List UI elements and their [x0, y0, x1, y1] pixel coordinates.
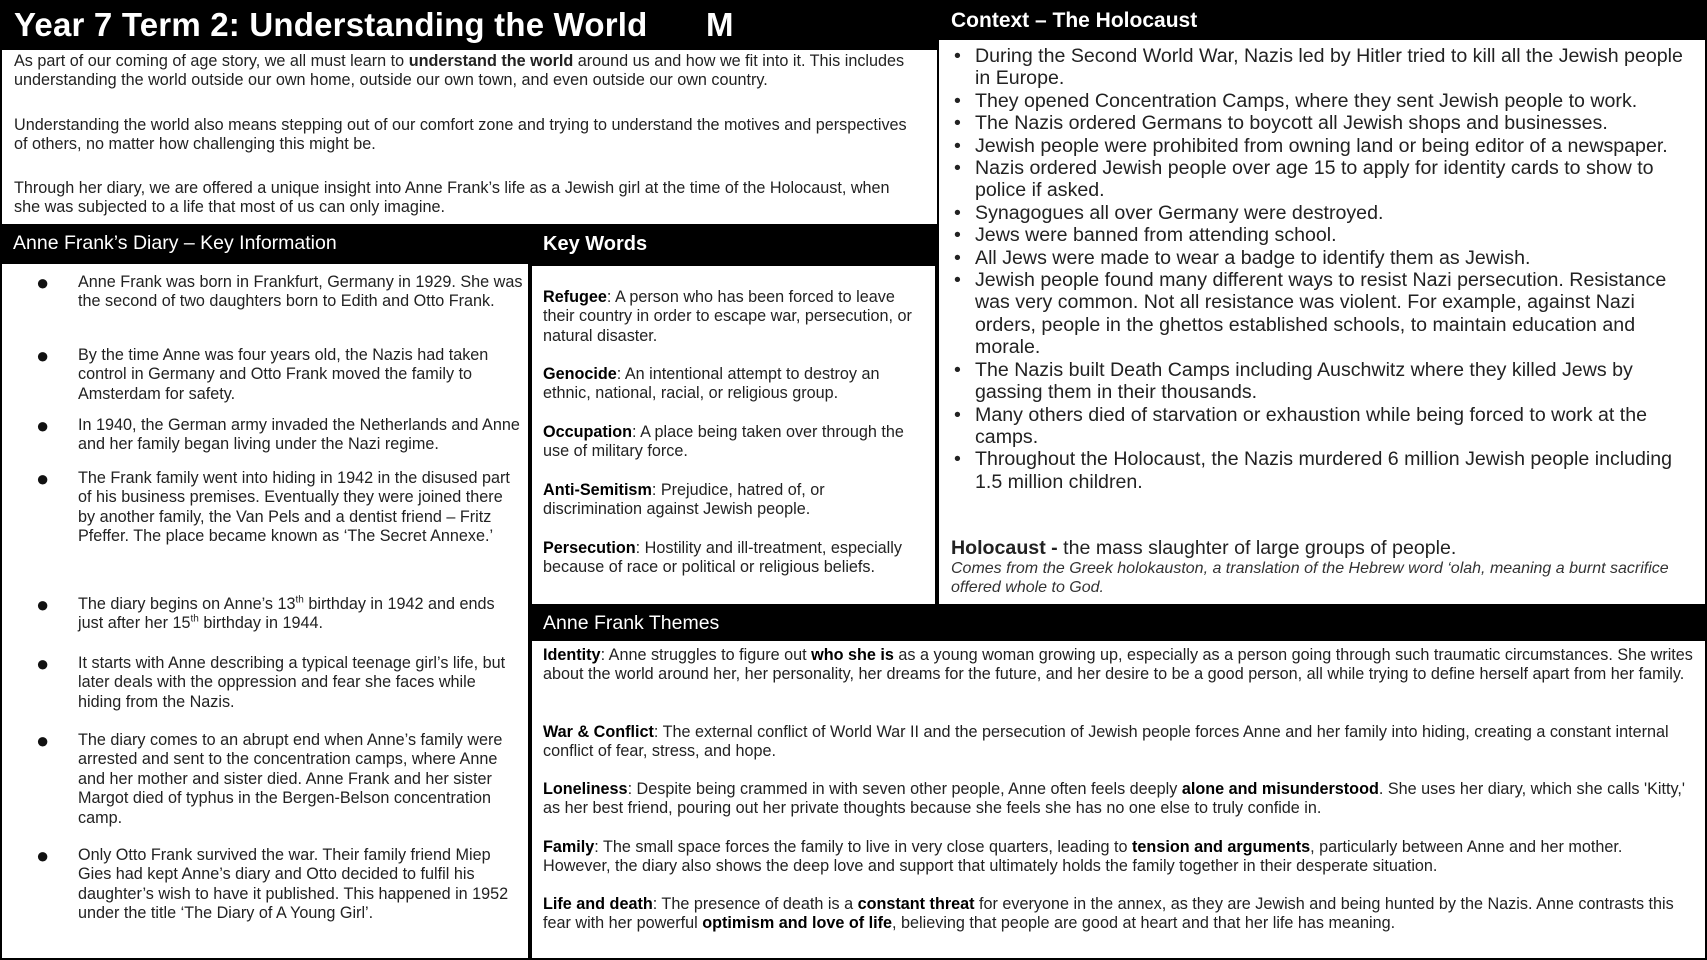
list-item: • Jewish people were prohibited from owning land or being editor of a newspaper. [951, 135, 1696, 157]
keyword-persecution: Persecution: Hostility and ill-treatment, especially because of race or political or religious beliefs. [543, 539, 902, 577]
theme-life-death: Life and death: The presence of death is a constant threat for everyone in the annex, as they are Jewish and being hunted by the Nazis. Anne contrasts this fear with her powerful optimism and love of life, believing that people are good at heart and that her life has meaning. [543, 895, 1674, 933]
holocaust-definition: Holocaust - the mass slaughter of large groups of people. [951, 537, 1457, 559]
bullet-icon: ● [36, 651, 50, 676]
list-item: • Synagogues all over Germany were destroyed. [951, 202, 1696, 224]
keywords-panel [530, 266, 937, 606]
list-item: • They opened Concentration Camps, where they sent Jewish people to work. [951, 90, 1696, 112]
theme-family: Family: The small space forces the family to live in very close quarters, leading to tension and arguments, particularly between Anne and her mother. However, the diary also shows the deep love and support that ultimately holds the family together in their desperate situation. [543, 838, 1623, 876]
context-header [937, 0, 1707, 40]
set-label: M [706, 6, 734, 43]
page-title: Year 7 Term 2: Understanding the World [14, 6, 648, 43]
theme-loneliness: Loneliness: Despite being crammed in with seven other people, Anne often feels deeply alone and misunderstood. She uses her diary, which she calls 'Kitty,' as her best friend, pouring out her private thoughts because she feels she has no one else to truly confide in. [543, 780, 1685, 818]
themes-panel [530, 641, 1707, 960]
bullet-icon: ● [36, 592, 50, 617]
bullet-icon: ● [36, 343, 50, 368]
keyword-anti-semitism: Anti-Semitism: Prejudice, hatred of, or discrimination against Jewish people. [543, 481, 825, 519]
intro-emphasis: understand the world [408, 52, 574, 70]
list-item: • Nazis ordered Jewish people over age 15 to apply for identity cards to show to police if asked. [951, 157, 1696, 202]
themes-header [530, 606, 1707, 641]
list-item: • All Jews were made to wear a badge to identify them as Jewish. [951, 247, 1696, 269]
list-item: • Jews were banned from attending school. [951, 224, 1696, 246]
context-panel [937, 40, 1707, 606]
keywords-header [530, 224, 937, 266]
intro-paragraph-2: Understanding the world also means stepping out of our comfort zone and trying to understand the motives and perspectives of others, no matter how challenging this might be. [14, 116, 907, 153]
theme-identity: Identity: Anne struggles to figure out who she is as a young woman growing up, especially as a person going through such traumatic circumstances. She writes about the world around her, her personality, her dreams for the future, and her desire to be a good person, all while trying to define herself apart from her family. [543, 646, 1693, 684]
bullet-icon: ● [36, 413, 50, 438]
themes-title: Anne Frank Themes [543, 612, 720, 634]
intro-panel [0, 50, 937, 224]
list-item: • The Nazis ordered Germans to boycott all Jewish shops and businesses. [951, 112, 1696, 134]
diary-header [0, 224, 530, 264]
intro-paragraph-3: Through her diary, we are offered a unique insight into Anne Frank’s life as a Jewish girl at the time of the Holocaust, when she was subjected to a life that most of us can only imagine. [14, 179, 890, 216]
list-item: • The Nazis built Death Camps including Auschwitz where they killed Jews by gassing them in their thousands. [951, 359, 1696, 404]
keyword-refugee: Refugee: A person who has been forced to leave their country in order to escape war, persecution, or natural disaster. [543, 288, 912, 345]
context-list [951, 45, 1696, 493]
keyword-genocide: Genocide: An intentional attempt to destroy an ethnic, national, racial, or religious group. [543, 365, 880, 403]
bullet-icon: ● [36, 728, 50, 753]
title-bar [0, 0, 937, 50]
intro-paragraph-1: As part of our coming of age story, we all must learn to understand the world around us and how we fit into it. This includes understanding the world outside our own home, outside our own town, and even outside our own country. [14, 52, 905, 89]
bullet-icon: ● [36, 270, 50, 295]
theme-war-conflict: War & Conflict: The external conflict of World War II and the persecution of Jewish people forces Anne and her family into hiding, creating a constant internal conflict of fear, stress, and hope. [543, 723, 1669, 761]
diary-title: Anne Frank’s Diary – Key Information [13, 232, 337, 254]
list-item: • Many others died of starvation or exhaustion while being forced to work at the camps. [951, 404, 1696, 449]
diary-panel: ● Anne Frank was born in Frankfurt, Germany in 1929. She was the second of two daughters born to Edith and Otto Frank. ● By the time Anne was four years old, the Nazis had taken control in Germany and Otto Frank moved the family to Amsterdam for safety. ● In 1940, the German army invaded the Netherlands and Anne and her family began living under the Nazi regime. ● The Frank family went into hiding in 1942 in the disused part of his business premises. Eventually they were joined there by another family, the Van Pels and a dentist friend – Fritz Pfeffer. The place became known as ‘The Secret Annexe.’ ● The diary begins on Anne’s 13th birthday in 1942 and ends just after her 15th birthday in 1944. ● It starts with Anne describing a typical teenage girl’s life, but later deals with the oppression and fear she faces while hiding from the Nazis. ● The diary comes to an abrupt end when Anne’s family were arrested and sent to the concentration camps, where Anne and her mother and sister died. Anne Frank and her sister Margot died of typhus in the Bergen-Belson concentration camp. ● Only Otto Frank survived the war. Their family friend Miep Gies had kept Anne’s diary and Otto decided to fulfil his daughter’s wish to have it published. This happened in 1952 under the title ‘The Diary of A Young Girl’. [0, 264, 530, 960]
list-item: • Throughout the Holocaust, the Nazis murdered 6 million Jewish people including 1.5 million children. [951, 448, 1696, 493]
bullet-icon: ● [36, 466, 50, 491]
context-title: Context – The Holocaust [951, 9, 1198, 32]
list-item: • During the Second World War, Nazis led by Hitler tried to kill all the Jewish people in Europe. [951, 45, 1696, 90]
bullet-icon: ● [36, 843, 50, 868]
keywords-title: Key Words [543, 233, 648, 255]
list-item: • Jewish people found many different ways to resist Nazi persecution. Resistance was very common. Not all resistance was violent. For example, against Nazi orders, people in the ghettos established schools, to maintain education and morale. [951, 269, 1696, 359]
holocaust-etymology: Comes from the Greek holokauston, a translation of the Hebrew word ‘olah, meaning a burnt sacrifice offered whole to God. [951, 560, 1669, 596]
keyword-occupation: Occupation: A place being taken over through the use of military force. [543, 423, 904, 461]
